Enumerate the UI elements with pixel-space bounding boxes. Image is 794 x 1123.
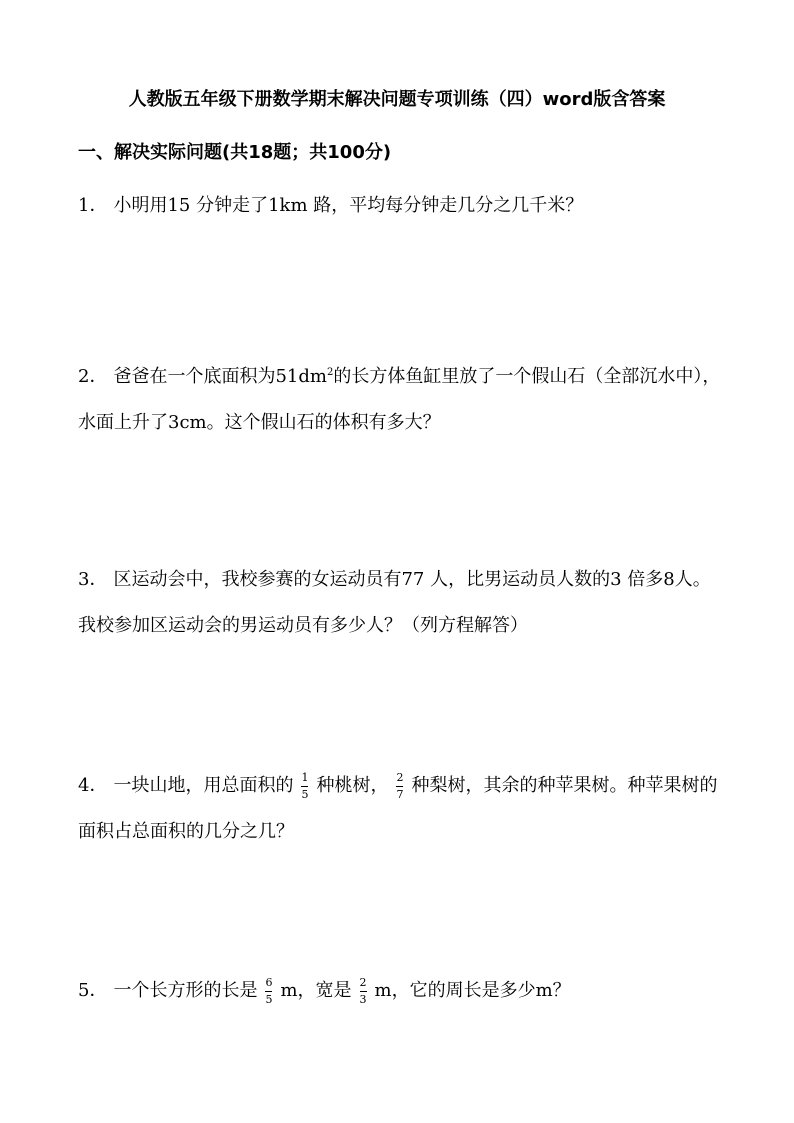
superscript: 2 <box>326 367 334 378</box>
question-text-part: 种桃树， <box>316 775 389 796</box>
question-4 <box>78 763 728 855</box>
question-text-part: 种梨树，其余的种苹果树。种苹果树的面积占总面积的几分之几？ <box>78 775 718 842</box>
fraction-denominator: 3 <box>359 992 367 1006</box>
fraction <box>265 977 272 1006</box>
question-text-part: 的长方体鱼缸里放了一个假山石（全部沉水中），水面上升了3cm。这个假山石的体积有多大？ <box>78 366 721 433</box>
fraction <box>360 977 367 1006</box>
fraction-numerator: 2 <box>396 770 404 784</box>
question-number: 4． <box>78 775 108 796</box>
fraction-denominator: 5 <box>265 992 273 1006</box>
question-2 <box>78 350 728 446</box>
fraction-numerator: 2 <box>359 975 367 989</box>
question-5 <box>78 968 728 1014</box>
question-3 <box>78 557 728 649</box>
question-number: 5． <box>78 980 108 1001</box>
question-number: 3． <box>78 569 108 590</box>
document-title: 人教版五年级下册数学期末解决问题专项训练（四）word版含答案 <box>128 89 666 110</box>
question-number: 2． <box>78 366 108 387</box>
question-text: 区运动会中，我校参赛的女运动员有77 人，比男运动员人数的3 倍多8人。我校参加区运动会的男运动员有多少人？（列方程解答） <box>78 569 711 636</box>
question-text: 小明用15 分钟走了1km 路，平均每分钟走几分之几千米？ <box>113 195 584 216</box>
fraction-numerator: 6 <box>265 975 273 989</box>
question-text-part: 一块山地，用总面积的 <box>113 775 294 796</box>
fraction-denominator: 7 <box>396 787 404 801</box>
fraction-numerator: 1 <box>301 770 309 784</box>
section-heading: 一、解决实际问题(共18题；共100分) <box>78 142 392 163</box>
question-text-part: m，宽是 <box>280 980 352 1001</box>
fraction <box>396 772 403 801</box>
question-number: 1． <box>78 195 108 216</box>
fraction <box>301 772 308 801</box>
question-text-part: m，它的周长是多少m？ <box>374 980 571 1001</box>
question-text-part: 爸爸在一个底面积为51dm <box>113 366 327 387</box>
question-text-part: 一个长方形的长是 <box>113 980 258 1001</box>
question-1 <box>78 183 728 229</box>
fraction-denominator: 5 <box>301 787 309 801</box>
